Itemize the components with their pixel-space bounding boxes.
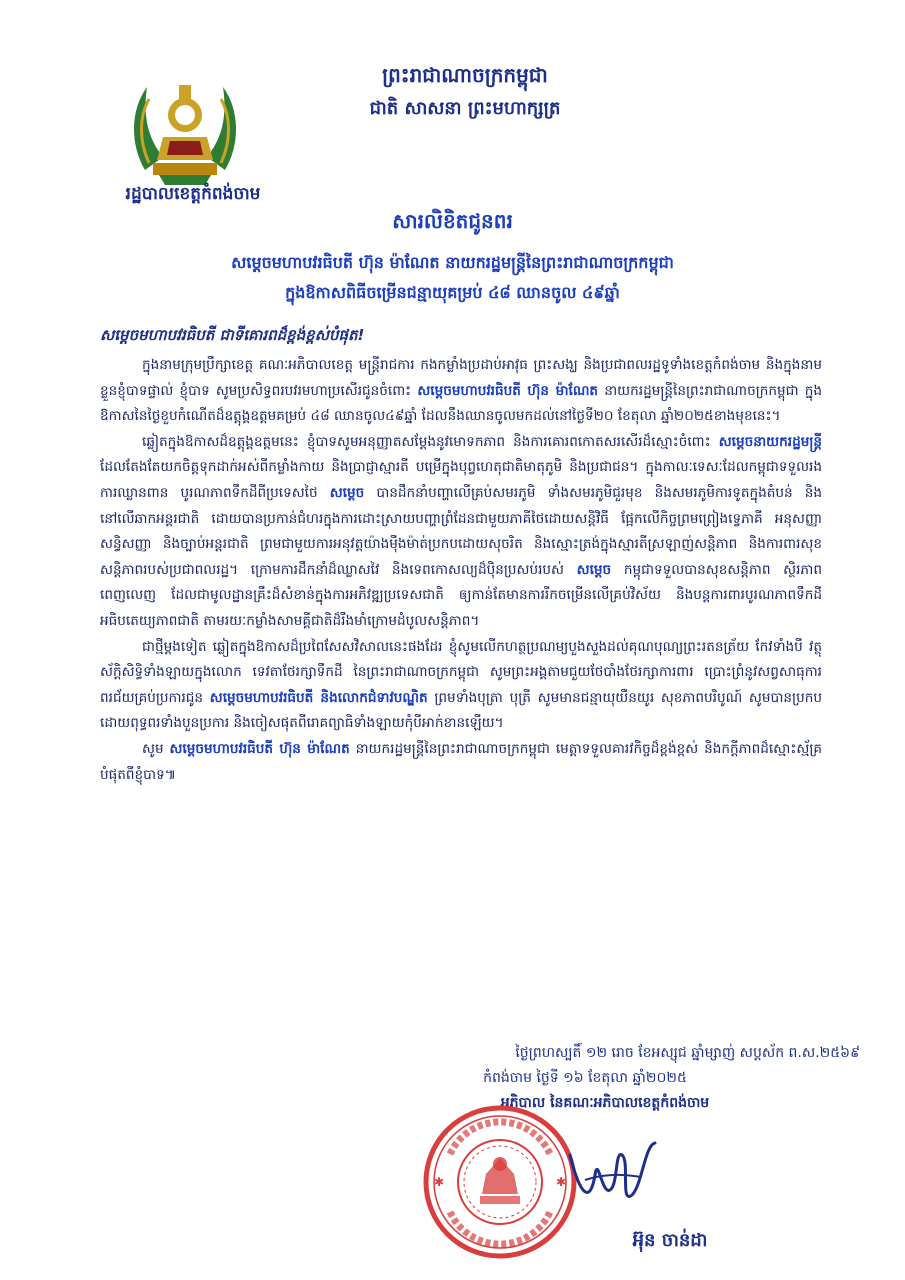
paragraph-3 bbox=[100, 635, 822, 737]
official-seal-icon bbox=[420, 1102, 580, 1262]
kingdom-title: ព្រះរាជាណាចក្រកម្ពុជា bbox=[382, 63, 548, 87]
royal-emblem-icon bbox=[125, 75, 245, 190]
paragraph-text: កម្ពុជាទទួលបានសុខសន្តិភាព ស្ថិរភាពពេញលេញ ដែលជាមូលដ្ឋានគ្រឹះដ៏សំខាន់ក្នុងការអភិវឌ្ឍប្រទេសជាតិ ឲ្យកាន់តែមានការរីកចម្រើនលើគ្រប់វិស័យ និងបន្តការពារបូរណភាពទឹកដី អធិបតេយ្យភាពជាតិ តាមរយៈកម្លាំងសាមគ្គីជាតិដ៏រឹងមាំក្រោមដំបូលសន្តិភាព។ bbox=[100, 561, 822, 629]
solar-date: កំពង់ចាម ថ្ងៃទី ១៦ ខែតុលា ឆ្នាំ២០២៥ bbox=[483, 1070, 687, 1086]
highlighted-name: សម្តេចមហាបវរធិបតី ហ៊ុន ម៉ាណែត bbox=[169, 740, 350, 757]
highlighted-name: សម្តេចមហាបវរធិបតី ហ៊ុន ម៉ាណែត bbox=[417, 382, 599, 399]
paragraph-text: ក្នុងនាមក្រុមប្រឹក្សាខេត្ត គណៈអភិបាលខេត្ត មន្ត្រីរាជការ កងកម្លាំងប្រដាប់អាវុធ ព្រះសង្ឃ និងប្រជាពលរដ្ឋទូទាំងខេត្តកំពង់ចាម និងក្នុងនាមខ្លួនខ្ញុំបាទផ្ទាល់ ខ្ញុំបាទ សូមប្រសិទ្ធពរបវរមហាប្រសើរជូនចំពោះ bbox=[100, 357, 822, 399]
paragraph-1 bbox=[100, 353, 822, 430]
lunar-date: ថ្ងៃព្រហស្បតិ៍ ១២ រោច ខែអស្សុជ ឆ្នាំម្សាញ់ សប្តស័ក ព.ស.២៥៦៩ bbox=[515, 1045, 860, 1061]
highlighted-name: សម្តេចនាយករដ្ឋមន្ត្រី bbox=[718, 433, 822, 450]
paragraph-text: នាយករដ្ឋមន្ត្រីនៃព្រះរាជាណាចក្រកម្ពុជា ក្នុងឱកាសនៃថ្ងៃខួបកំណើតដ៏ឧត្តុង្គឧត្តមគម្រប់ ៤៨ ឈានចូល៤៩ឆ្នាំ ដែលនឹងឈានចូលមកដល់នៅថ្ងៃទី២០ ខែតុលា ឆ្នាំ២០២៥ខាងមុខនេះ។ bbox=[100, 382, 822, 425]
subtitle-line-1: សម្តេចមហាបវរធិបតី ហ៊ុន ម៉ាណែត នាយករដ្ឋមន្ត្រីនៃព្រះរាជាណាចក្រកម្ពុជា bbox=[231, 253, 674, 272]
highlighted-name: សម្តេច bbox=[576, 561, 612, 578]
paragraph-text: បានដឹកនាំបញ្ហាលើគ្រប់សមរភូមិ ទាំងសមរភូមិជួរមុខ និងសមរភូមិការទូតក្នុងតំបន់ និងនៅលើឆាកអន្តរជាតិ ដោយបានប្រកាន់ជំហរក្នុងការដោះស្រាយបញ្ហាព្រំដែនជាមួយភាគីថៃដោយសន្តិវិធី ផ្អែកលើកិច្ចព្រមព្រៀងទ្វេភាគី អនុសញ្ញា សន្ធិសញ្ញា និងច្បាប់អន្តរជាតិ ព្រមជាមួយការអនុវត្តយ៉ាងម៉ឺងម៉ាត់ប្រកបដោយសុចរិត និងស្មោះត្រង់ក្នុងស្មារតីស្រឡាញ់សន្តិភាព និងការពារសុខសន្តិភាពរបស់ប្រជាពលរដ្ឋ។ ក្រោមការដឹកនាំដ៏ឈ្លាសវៃ និងទេពកោសល្យដ៏ប៉ិនប្រសប់របស់ bbox=[100, 484, 822, 578]
subtitle-line-2: ក្នុងឱកាសពិធីចម្រើនជន្មាយុគម្រប់ ៤៨ ឈានចូល ៤៩ឆ្នាំ bbox=[285, 283, 620, 302]
highlighted-name: សម្តេចមហាបវរធិបតី និងលោកជំទាវបណ្ឌិត bbox=[209, 689, 428, 706]
paragraph-2 bbox=[100, 430, 822, 635]
paragraph-text: ដែលតែងតែយកចិត្តទុកដាក់អស់ពីកម្លាំងកាយ និងប្រាជ្ញាស្មារតី បម្រើក្នុងបុព្វហេតុជាតិមាតុភូមិ និងប្រជាជន។ ក្នុងកាលៈទេសៈដែលកម្ពុជាទទួលរងការឈ្លានពាន បូរណភាពទឹកដីពីប្រទេសថៃ bbox=[100, 459, 822, 501]
paragraph-text: សូម bbox=[142, 740, 164, 757]
paragraph-text: នាយករដ្ឋមន្ត្រីនៃព្រះរាជាណាចក្រកម្ពុជា មេត្តាទទួលគារវកិច្ចដ៏ខ្ពង់ខ្ពស់ និងកក្តីភាពដ៏ស្មោះស្ម័គ្របំផុតពីខ្ញុំបាទ៕ bbox=[100, 740, 822, 783]
salutation: សម្តេចមហាបវរធិបតី ជាទីគោរពដ៏ខ្ពង់ខ្ពស់បំផុត! bbox=[100, 326, 365, 344]
letter-subtitle bbox=[60, 248, 845, 308]
ministry-name: រដ្ឋបាលខេត្តកំពង់ចាម bbox=[125, 184, 261, 204]
signer-title: អភិបាល នៃគណៈអភិបាលខេត្តកំពង់ចាម bbox=[500, 1095, 710, 1111]
signer-name: អ៊ុន ចាន់ដា bbox=[632, 1230, 708, 1251]
national-motto: ជាតិ សាសនា ព្រះមហាក្សត្រ bbox=[369, 98, 561, 119]
svg-text:✱: ✱ bbox=[556, 1175, 567, 1189]
paragraph-text: ឆ្លៀតក្នុងឱកាសដ៏ឧត្តុង្គឧត្តមនេះ ខ្ញុំបាទសូមអនុញ្ញាតសម្តែងនូវមោទកភាព និងការគោរពកោតសរសើរដ៏ស្មោះចំពោះ bbox=[142, 433, 711, 450]
paragraph-text: ព្រមទាំងបុត្រា បុត្រី សូមមានជន្មាយុយឺនយូរ សុខភាពបរិបូណ៍ សូមបានប្រកបដោយពុទ្ធពរទាំងបួនប្រការ និងចៀសផុតពីរោគព្យាធិទាំងឡាយកុំបីអាក់ខានឡើយ។ bbox=[100, 689, 822, 732]
paragraph-4 bbox=[100, 737, 822, 788]
letter-body bbox=[100, 353, 822, 1043]
signature-icon bbox=[560, 1135, 670, 1215]
highlighted-name: សម្តេច bbox=[329, 484, 365, 501]
letter-title: សារលិខិតជូនពរ bbox=[392, 209, 513, 233]
paragraph-text: ជាថ្មីម្តងទៀត ឆ្លៀតក្នុងឱកាសដ៏ប្រពៃសែសវិសាលនេះផងដែរ ខ្ញុំសូមលើកហត្ថប្រណម្យបួងសួងដល់គុណបុណ្យព្រះរតនត្រ័យ កែវទាំងបី វត្ថុស័ក្តិសិទ្ធិទាំងឡាយក្នុងលោក ទេវតាថែរក្សាទឹកដី នៃព្រះរាជាណាចក្រកម្ពុជា សូមព្រះអង្គតាមជួយថែបាំងថែរក្សាការពារ ប្រោះព្រំនូវសព្វសាធុការពរជ័យគ្រប់ប្រការជូន bbox=[100, 638, 822, 706]
svg-text:✱: ✱ bbox=[434, 1175, 445, 1189]
